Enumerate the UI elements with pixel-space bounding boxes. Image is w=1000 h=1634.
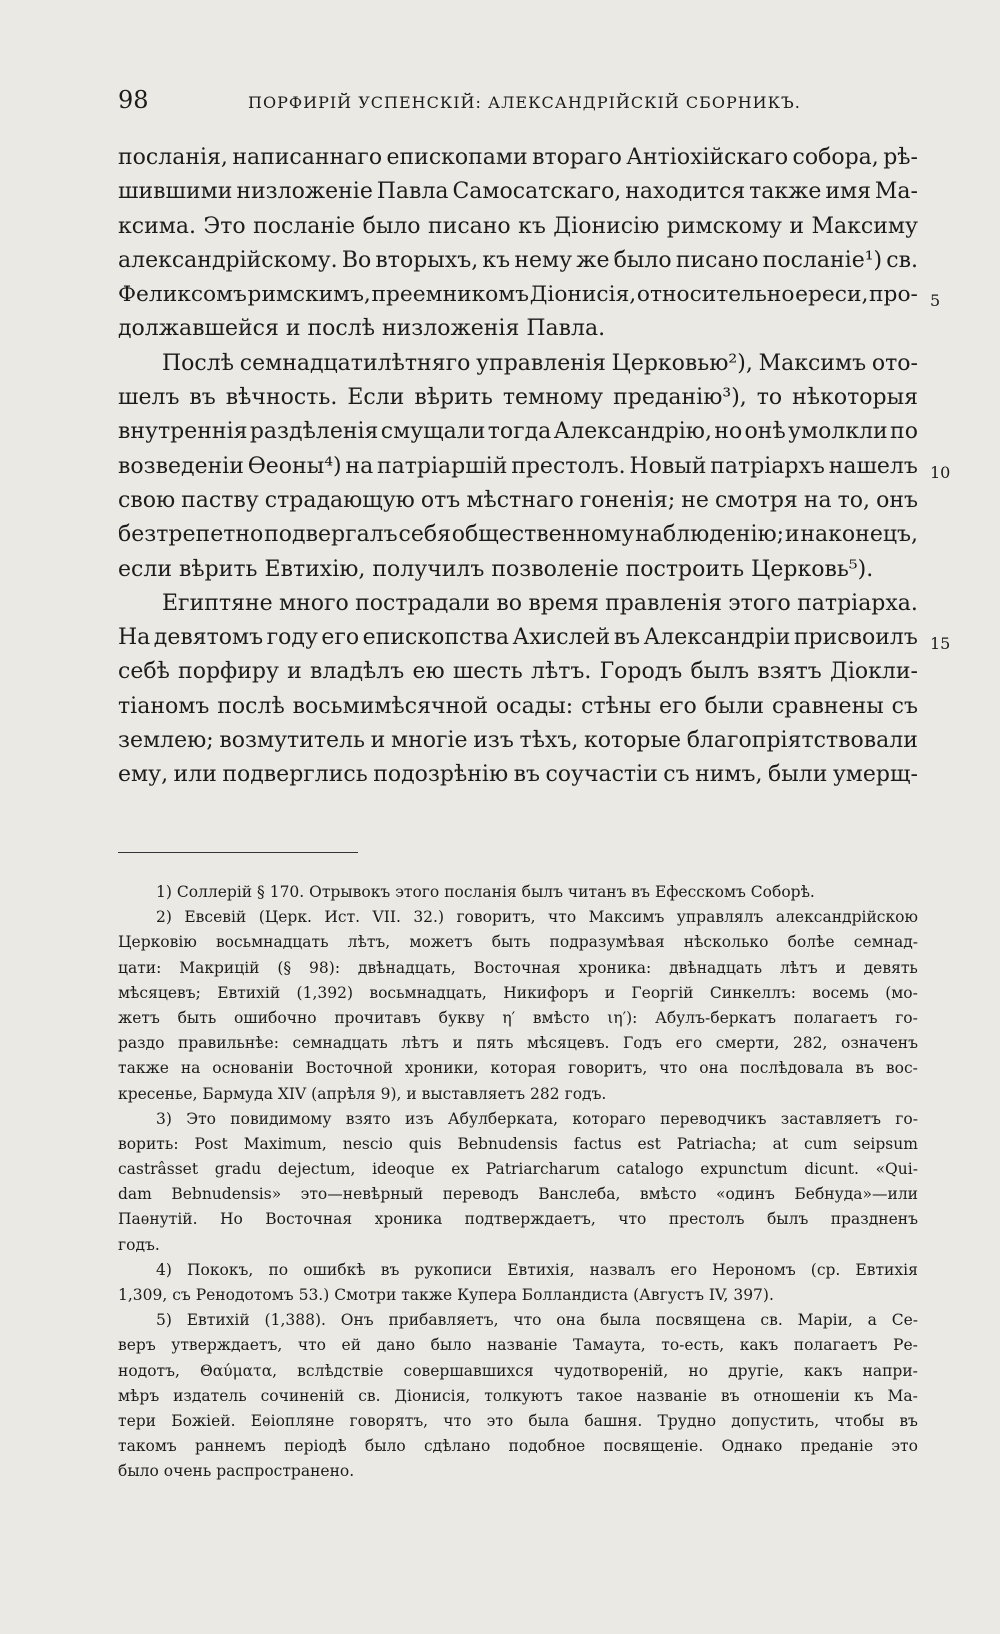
footnote-line: 1) Соллерій § 170. Отрывокъ этого посланія былъ читанъ въ Ефесскомъ Соборѣ. bbox=[156, 883, 815, 901]
text-line: Послѣ семнадцатилѣтняго управленія Церковью²), Максимъ ото- bbox=[162, 350, 918, 376]
footnote-line: 1,309, съ Ренодотомъ 53.) Смотри также Купера Болландиста (Августъ IV, 397). bbox=[118, 1286, 774, 1304]
footnote-line: тери Божіей. Еѳіопляне говорятъ, что это была башня. Трудно допустить, чтобы въ bbox=[118, 1411, 918, 1430]
footnote-line: раздо правильнѣе: семнадцать лѣтъ и пять мѣсяцевъ. Годъ его смерти, 282, означенъ bbox=[118, 1034, 918, 1053]
footnotes bbox=[118, 880, 918, 1485]
footnote-line: 4) Пококъ, по ошибкѣ въ рукописи Евтихія, назвалъ его Нерономъ (ср. Евтихія bbox=[156, 1260, 918, 1279]
footnote-line: такомъ раннемъ періодѣ было сдѣлано подобное посвященіе. Однако преданіе это bbox=[118, 1437, 918, 1456]
page-number: 98 bbox=[118, 86, 149, 114]
margin-line-number: 15 bbox=[930, 634, 951, 653]
page-header bbox=[118, 86, 918, 116]
text-line: ему, или подверглись подозрѣнію въ соучастіи съ нимъ, были умерщ- bbox=[118, 762, 918, 788]
footnote-line: было очень распространено. bbox=[118, 1462, 355, 1481]
text-line: безтрепетно подвергалъ себя общественному наблюденію; и наконецъ, bbox=[118, 522, 918, 548]
footnote-line: 2) Евсевій (Церк. Ист. VII. 32.) говоритъ, что Максимъ управлялъ александрійскою bbox=[156, 908, 918, 927]
text-line: ксима. Это посланіе было писано къ Діонисію римскому и Максиму bbox=[118, 213, 918, 239]
footnote-line: Церковію восьмнадцать лѣтъ, можетъ быть подразумѣвая нѣсколько болѣе семнад- bbox=[118, 933, 918, 952]
footnote-line: ворить: Post Maximum, nescio quis Bebnudensis factus est Patriacha; at cum seipsum bbox=[118, 1134, 918, 1153]
footnote-line: Паѳнутій. Но Восточная хроника подтверждаетъ, что престолъ былъ праздненъ bbox=[118, 1210, 918, 1229]
footnote-line: мѣсяцевъ; Евтихій (1,392) восьмнадцать, Никифоръ и Георгій Синкеллъ: восемь (мо- bbox=[118, 983, 918, 1002]
text-line: свою паству страдающую отъ мѣстнаго гоненія; не смотря на то, онъ bbox=[118, 487, 918, 513]
margin-line-number: 10 bbox=[930, 463, 951, 482]
text-line: шелъ въ вѣчность. Если вѣрить темному преданію³), то нѣкоторыя bbox=[118, 385, 918, 411]
text-line: если вѣрить Евтихію, получилъ позволеніе построить Церковь⁵). bbox=[118, 556, 874, 582]
margin-line-number: 5 bbox=[930, 291, 941, 310]
main-text bbox=[118, 141, 918, 793]
text-line: себѣ порфиру и владѣлъ ею шесть лѣтъ. Городъ былъ взятъ Діокли- bbox=[118, 659, 918, 685]
text-line: внутреннія раздѣленія смущали тогда Александрію, но онѣ умолкли по bbox=[118, 419, 918, 445]
footnote-line: годъ. bbox=[118, 1235, 160, 1254]
footnote-line: 3) Это повидимому взято изъ Абулберката, котораго переводчикъ заставляетъ го- bbox=[156, 1109, 918, 1128]
text-line: землею; возмутитель и многіе изъ тѣхъ, которые благопріятствовали bbox=[118, 728, 918, 754]
running-title: ПОРФИРІЙ УСПЕНСКІЙ: АЛЕКСАНДРІЙСКІЙ СБОРНИКЪ. bbox=[248, 93, 801, 112]
footnote-line: мѣръ издатель сочиненій св. Діонисія, толкуютъ такое названіе въ отношеніи къ Ма- bbox=[118, 1386, 918, 1405]
footnote-line: также на основаніи Восточной хроники, которая говоритъ, что она послѣдовала въ вос- bbox=[118, 1059, 918, 1078]
footnote-line: жетъ быть ошибочно прочитавъ букву η′ вмѣсто ιη′): Абулъ-беркатъ полагаетъ го- bbox=[118, 1008, 918, 1027]
text-line: должавшейся и послѣ низложенія Павла. bbox=[118, 316, 606, 342]
text-line: александрійскому. Во вторыхъ, къ нему же было писано посланіе¹) св. bbox=[118, 247, 918, 273]
footnote-separator bbox=[118, 852, 358, 853]
text-line: Феликсомъ римскимъ, преемникомъ Діонисія, относительно ереси, про- bbox=[118, 282, 918, 308]
text-line: возведеніи Ѳеоны⁴) на патріаршій престолъ. Новый патріархъ нашелъ bbox=[118, 453, 918, 479]
footnote-line: веръ утверждаетъ, что ей дано было названіе Тамаута, то-есть, какъ полагаетъ Ре- bbox=[118, 1336, 918, 1355]
text-line: шившими низложеніе Павла Самосатскаго, находится также имя Ма- bbox=[118, 179, 918, 205]
text-line: посланія, написаннаго епископами втораго Антіохійскаго собора, рѣ- bbox=[118, 145, 918, 170]
text-line: тіаномъ послѣ восьмимѣсячной осады: стѣны его были сравнены съ bbox=[118, 693, 918, 719]
text-line: На девятомъ году его епископства Ахислей въ Александріи присвоилъ bbox=[118, 625, 918, 651]
footnote-line: dam Bebnudensis» это—невѣрный переводъ Ванслеба, вмѣсто «одинъ Бебнуда»—или bbox=[118, 1185, 918, 1204]
footnote-line: кресенье, Бармуда XIV (апрѣля 9), и выставляетъ 282 годъ. bbox=[118, 1084, 607, 1103]
footnote-line: 5) Евтихій (1,388). Онъ прибавляетъ, что она была посвящена св. Маріи, а Се- bbox=[156, 1311, 918, 1330]
footnote-line: нодотъ, Θαύματα, вслѣдствіе совершавшихся чудотвореній, но другіе, какъ напри- bbox=[118, 1361, 918, 1380]
text-line: Египтяне много пострадали во время правленія этого патріарха. bbox=[162, 590, 918, 616]
footnote-line: castrâsset gradu dejectum, ideoque ex Patriarcharum catalogo expunctum dicunt. «Qui- bbox=[118, 1160, 918, 1179]
footnote-line: цати: Макрицій (§ 98): двѣнадцать, Восточная хроника: двѣнадцать лѣтъ и девять bbox=[118, 958, 918, 977]
